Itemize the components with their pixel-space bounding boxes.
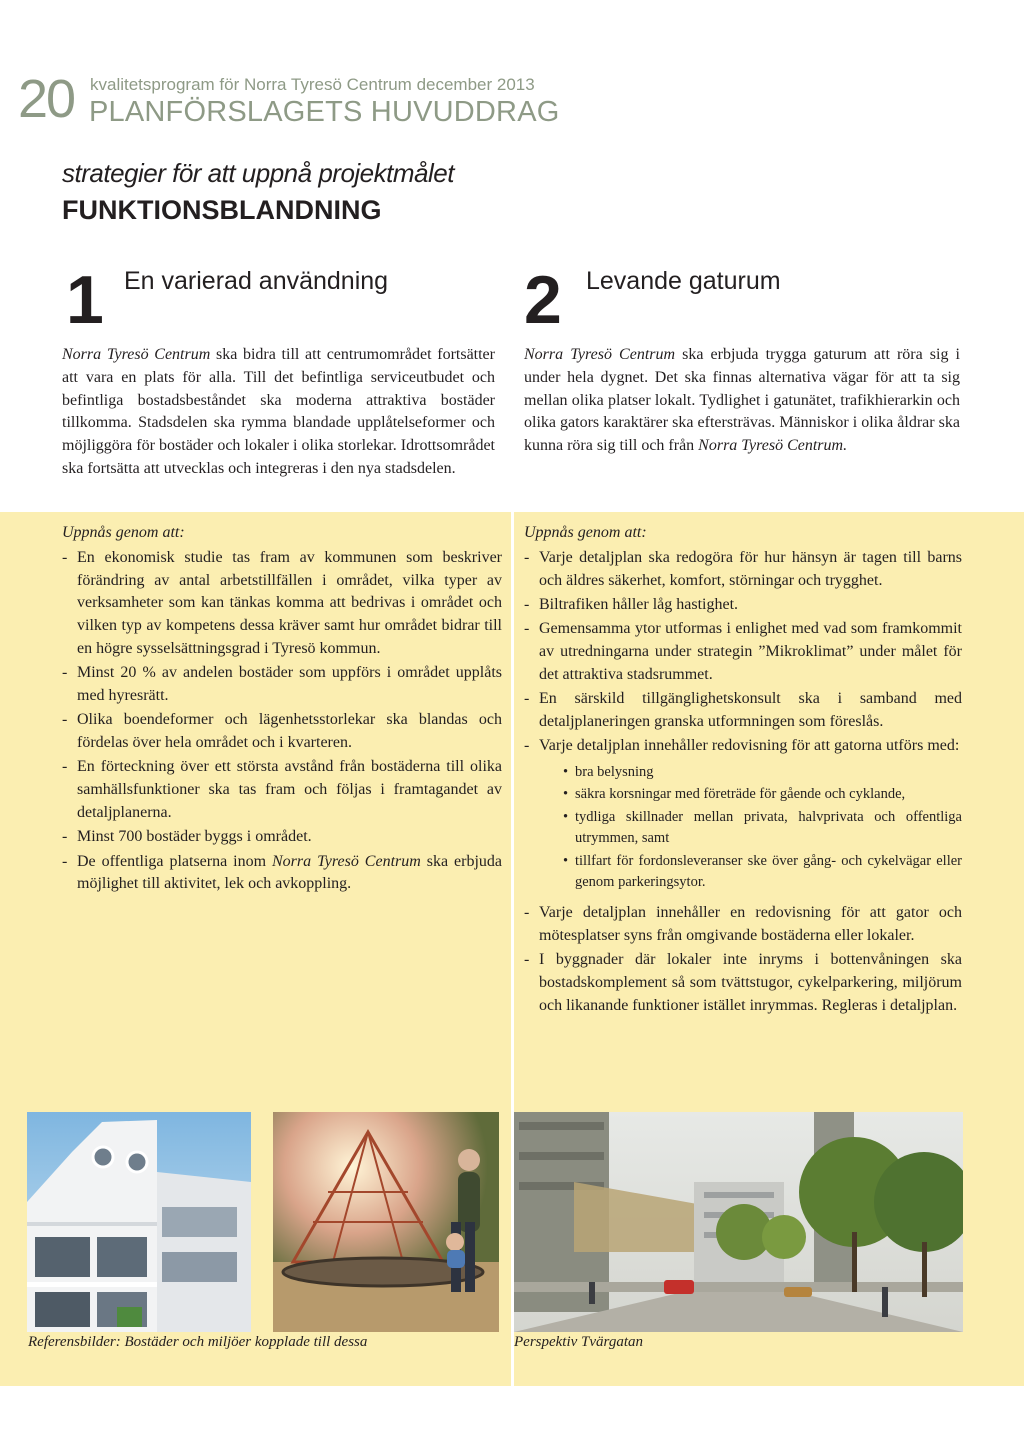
photo-apartment-building	[27, 1112, 251, 1332]
list-item: - En särskild tillgänglighetskonsult ska i samband med detaljplaneringen granska utformningen som föreslås.	[524, 688, 962, 734]
goal-1-intro: Norra Tyresö Centrum ska bidra till att centrumområdet fortsätter att vara en plats för alla. Till det befintliga serviceutbudet och befintliga bostadsbeståndet ska moderna attraktiva bostäder tillkomma. Stadsdelen ska rymma blandade upplåtelseformer och möjliggöra för bostäder och lokaler i olika storlekar. Idrottsområdet ska fortsätta att utvecklas och integreras i den nya stadsdelen.	[62, 346, 495, 477]
photo-street-perspective	[514, 1112, 963, 1332]
page-number: 20	[18, 69, 75, 129]
measure-list	[524, 547, 962, 1018]
list-item: - Olika boendeformer och lägenhetsstorlekar ska blandas och fördelas över hela området och i kvarteren.	[62, 709, 502, 755]
goal-2-measures	[524, 522, 962, 1019]
measure-list	[62, 547, 502, 896]
sub-list-item: • säkra korsningar med företräde för gående och cyklande,	[563, 784, 962, 806]
list-item: - Gemensamma ytor utformas i enlighet med vad som framkommit av utredningarna under strategin ”Mikroklimat” under målet för det attraktiva stadsrummet.	[524, 618, 962, 686]
theme-heading: FUNKTIONSBLANDNING	[62, 195, 382, 225]
apartment-building-image	[27, 1112, 251, 1332]
sub-list-item: • bra belysning	[563, 762, 962, 784]
list-item: - Minst 700 bostäder byggs i området.	[62, 826, 502, 849]
street-perspective-image	[514, 1112, 963, 1332]
photo-playground	[273, 1112, 499, 1332]
playground-image	[273, 1112, 499, 1332]
goal-1-measures	[62, 522, 502, 898]
caption-reference-images: Referensbilder: Bostäder och miljöer kopplade till dessa	[28, 1334, 368, 1350]
achieved-label: Uppnås genom att:	[62, 524, 185, 541]
strategy-line: strategier för att uppnå projektmålet	[62, 158, 454, 188]
list-item: - Varje detaljplan innehåller en redovisning för att gator och mötesplatser syns från omgivande bostäderna eller lokaler.	[524, 902, 962, 948]
list-item: - En ekonomisk studie tas fram av kommunen som beskriver förändring av antal arbetstillfällen i området, vilka typer av verksamheter som kan tänkas komma att bedrivas i området och vilken typ av kompetens dessa kräver samt hur området bidrar till en högre sysselsättningsgrad i Tyresö kommun.	[62, 547, 502, 661]
list-item: - Biltrafiken håller låg hastighet.	[524, 594, 962, 617]
list-item: - En förteckning över ett största avstånd från bostäderna till olika samhällsfunktioner ska tas fram och följas i framtagandet av detaljplanerna.	[62, 756, 502, 824]
list-item: - I byggnader där lokaler inte inryms i bottenvåningen ska bostadskomplement så som tvättstugor, cykelparkering, miljörum och likanande funktioner istället inrymmas. Regleras i detaljplan.	[524, 949, 962, 1017]
sub-list	[563, 762, 962, 894]
caption-street-perspective: Perspektiv Tvärgatan	[514, 1334, 644, 1350]
list-item: - Varje detaljplan ska redogöra för hur hänsyn är tagen till barns och äldres säkerhet, komfort, störningar och trygghet.	[524, 547, 962, 593]
achieved-label: Uppnås genom att:	[524, 524, 647, 541]
list-item: - Varje detaljplan innehåller redovisning för att gatorna utförs med: • bra belysning • säkra korsningar med företräde för gående och cyklande, • tydliga skillnader mellan privata, halvprivata och offentliga utrymmen, samt • tillfart för fordonsleveranser ske över gång- och cykelvägar eller genom parkeringsytor.	[524, 735, 962, 894]
goal-1-heading: En varierad användning	[124, 267, 389, 295]
list-item: - De offentliga platserna inom Norra Tyresö Centrum ska erbjuda möjlighet till aktivitet, lek och avkoppling.	[62, 851, 502, 897]
list-item: - Minst 20 % av andelen bostäder som uppförs i området upplåts med hyresrätt.	[62, 662, 502, 708]
sub-list-item: • tydliga skillnader mellan privata, halvprivata och offentliga utrymmen, samt	[563, 807, 962, 850]
goal-2-number: 2	[524, 262, 562, 338]
goal-1-number: 1	[66, 262, 104, 338]
sub-list-item: • tillfart för fordonsleveranser ske över gång- och cykelvägar eller genom parkeringsytor.	[563, 851, 962, 894]
document-subtitle: kvalitetsprogram för Norra Tyresö Centrum december 2013	[90, 75, 535, 94]
goal-2-intro: Norra Tyresö Centrum ska erbjuda trygga gaturum att röra sig i under hela dygnet. Det ska finnas alternativa vägar för att ta sig mellan olika platser lokalt. Tydlighet i gatunätet, trafikhierarkin och olika gators karaktärer ska eftersträvas. Människor i olika åldrar ska kunna röra sig till och från Norra Tyresö Centrum.	[524, 346, 960, 455]
section-title: PLANFÖRSLAGETS HUVUDDRAG	[89, 96, 560, 128]
goal-2-heading: Levande gaturum	[586, 267, 781, 295]
